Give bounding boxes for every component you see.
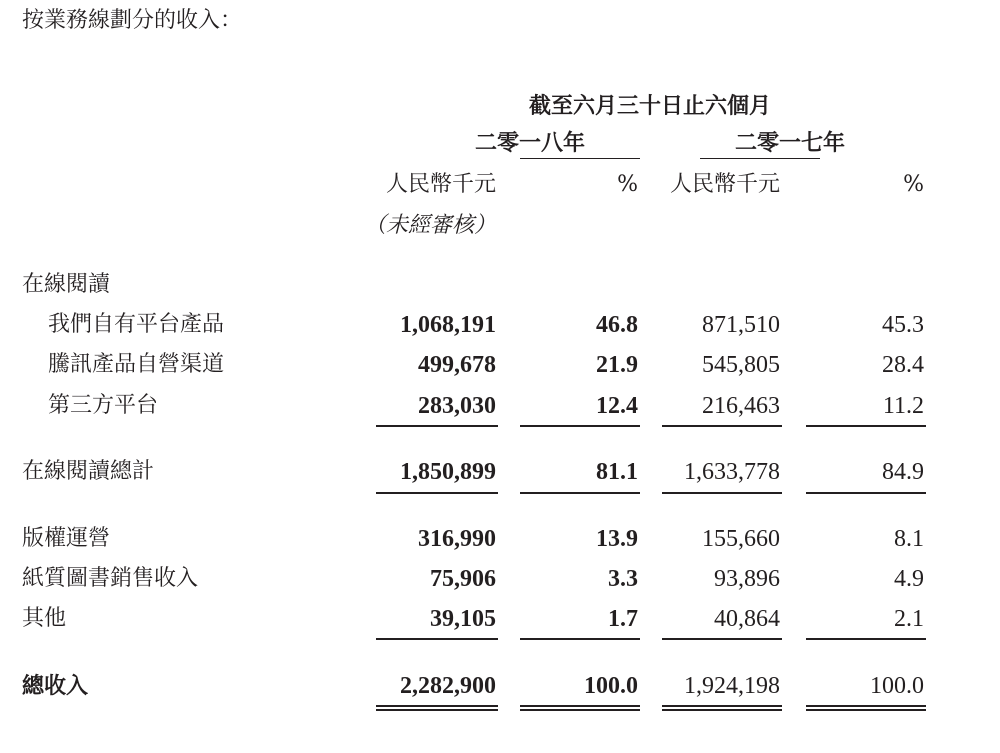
row-percent-2018: 46.8: [596, 312, 638, 338]
row-value-2018: 316,990: [418, 526, 496, 552]
year-2018-header: 二零一八年: [474, 130, 585, 156]
row-label: 其他: [22, 606, 67, 631]
row-label: 版權運營: [22, 526, 111, 551]
row-percent-2017: 8.1: [894, 526, 924, 552]
subtotal-rule: [806, 492, 926, 494]
row-percent-2017: 4.9: [894, 566, 924, 592]
year-2017-underline: [700, 158, 820, 159]
col-header-rmb-2017: 人民幣千元: [669, 172, 780, 197]
subtotal-rule: [376, 492, 498, 494]
row-label: 紙質圖書銷售收入: [22, 566, 199, 591]
row-label-total: 總收入: [22, 673, 89, 699]
subtotal-rule: [662, 638, 782, 640]
row-percent-2017: 84.9: [882, 459, 924, 485]
total-double-rule: [376, 705, 498, 711]
row-label: 我們自有平台產品: [48, 312, 225, 337]
row-percent-2017: 45.3: [882, 312, 924, 338]
row-label: 第三方平台: [48, 393, 159, 418]
row-percent-2018: 21.9: [596, 352, 638, 378]
row-percent-2018: 81.1: [596, 459, 638, 485]
row-value-2018: 2,282,900: [400, 673, 496, 699]
page-heading: 按業務線劃分的收入：: [22, 8, 243, 33]
col-header-percent-2018: %: [617, 172, 638, 197]
row-percent-2018: 1.7: [608, 606, 638, 632]
subtotal-rule: [376, 425, 498, 427]
year-2018-underline: [520, 158, 640, 159]
row-percent-2017: 28.4: [882, 352, 924, 378]
row-percent-2017: 100.0: [870, 673, 924, 699]
subtotal-rule: [376, 638, 498, 640]
row-percent-2018: 12.4: [596, 393, 638, 419]
period-header: 截至六月三十日止六個月: [528, 93, 771, 119]
section-online-reading: 在線閱讀: [22, 272, 111, 297]
row-value-2017: 216,463: [702, 393, 780, 419]
total-double-rule: [520, 705, 640, 711]
col-header-percent-2017: %: [903, 172, 924, 197]
row-percent-2018: 13.9: [596, 526, 638, 552]
row-percent-2017: 2.1: [894, 606, 924, 632]
row-value-2018: 75,906: [430, 566, 496, 592]
row-value-2017: 871,510: [702, 312, 780, 338]
row-value-2018: 499,678: [418, 352, 496, 378]
row-percent-2017: 11.2: [882, 393, 924, 419]
row-value-2018: 1,068,191: [400, 312, 496, 338]
row-value-2017: 40,864: [714, 606, 780, 632]
row-value-2017: 545,805: [702, 352, 780, 378]
subtotal-rule: [520, 425, 640, 427]
row-value-2018: 1,850,899: [400, 459, 496, 485]
row-label: 在線閱讀總計: [22, 459, 155, 484]
subtotal-rule: [520, 492, 640, 494]
subtotal-rule: [520, 638, 640, 640]
row-value-2017: 1,924,198: [684, 673, 780, 699]
row-percent-2018: 100.0: [584, 673, 638, 699]
year-2017-header: 二零一七年: [734, 130, 845, 156]
row-percent-2018: 3.3: [608, 566, 638, 592]
col-header-unaudited: （未經審核）: [363, 213, 496, 238]
row-value-2018: 39,105: [430, 606, 496, 632]
row-label: 騰訊產品自營渠道: [48, 352, 225, 377]
total-double-rule: [662, 705, 782, 711]
row-value-2017: 155,660: [702, 526, 780, 552]
subtotal-rule: [806, 425, 926, 427]
total-double-rule: [806, 705, 926, 711]
row-value-2017: 1,633,778: [684, 459, 780, 485]
subtotal-rule: [662, 492, 782, 494]
subtotal-rule: [806, 638, 926, 640]
row-value-2018: 283,030: [418, 393, 496, 419]
subtotal-rule: [662, 425, 782, 427]
row-value-2017: 93,896: [714, 566, 780, 592]
col-header-rmb-2018: 人民幣千元: [385, 172, 496, 197]
